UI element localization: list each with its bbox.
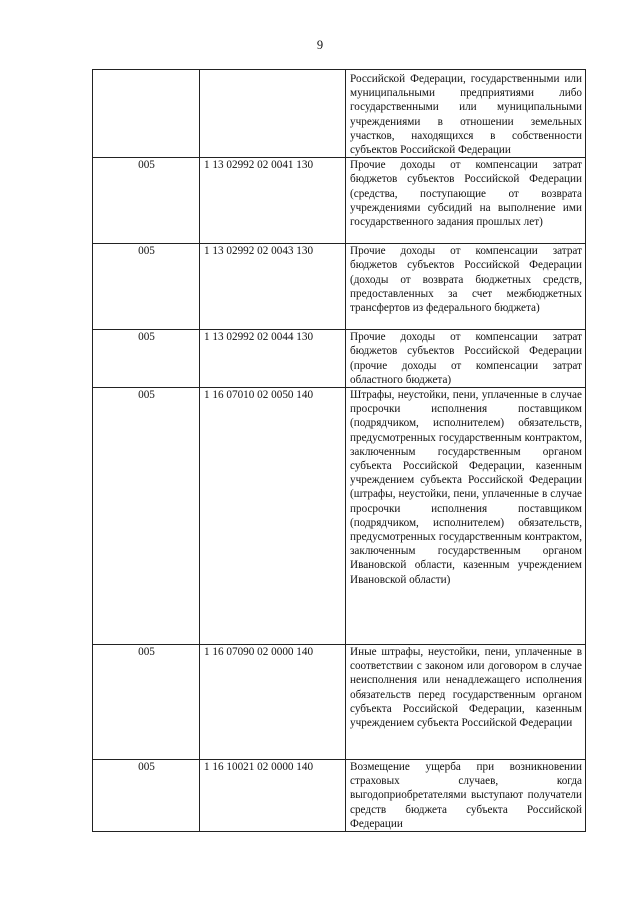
kbk-code-cell: 1 16 07010 02 0050 140: [200, 388, 346, 645]
kbk-code-cell: 1 16 07090 02 0000 140: [200, 645, 346, 760]
table-row: [93, 330, 586, 388]
revenue-name-cell: Иные штрафы, неустойки, пени, уплаченные в соответствии с законом или договором в случае неисполнения или ненадлежащего исполнения обязательств перед государственным органом субъекта Российской Федерации, казенным учреждением субъекта Российской Федерации: [346, 645, 586, 760]
table-row: [93, 760, 586, 832]
kbk-code-cell: 1 13 02992 02 0043 130: [200, 244, 346, 330]
kbk-code-cell: [200, 70, 346, 158]
kbk-code-cell: 1 16 10021 02 0000 140: [200, 760, 346, 832]
revenue-name-cell: Прочие доходы от компенсации затрат бюджетов субъектов Российской Федерации (доходы от возврата бюджетных средств, предоставленных за счет межбюджетных трансфертов из федерального бюджета): [346, 244, 586, 330]
table-row: [93, 158, 586, 244]
admin-code-cell: 005: [93, 244, 200, 330]
table-row: [93, 645, 586, 760]
admin-code-cell: 005: [93, 158, 200, 244]
kbk-code-cell: 1 13 02992 02 0044 130: [200, 330, 346, 388]
table-row: [93, 388, 586, 645]
admin-code-cell: 005: [93, 388, 200, 645]
kbk-code-cell: 1 13 02992 02 0041 130: [200, 158, 346, 244]
revenue-name-cell: Прочие доходы от компенсации затрат бюджетов субъектов Российской Федерации (средства, поступающие от возврата учреждениями субсидий на выполнение ими государственного задания прошлых лет): [346, 158, 586, 244]
admin-code-cell: 005: [93, 645, 200, 760]
revenue-name-cell: Прочие доходы от компенсации затрат бюджетов субъектов Российской Федерации (прочие доходы от компенсации затрат областного бюджета): [346, 330, 586, 388]
table-row: [93, 244, 586, 330]
admin-code-cell: [93, 70, 200, 158]
page-number: 9: [316, 38, 324, 52]
revenue-name-cell: Возмещение ущерба при возникновении страховых случаев, когда выгодоприобретателями выступают получатели средств бюджета субъекта Российской Федерации: [346, 760, 586, 832]
admin-code-cell: 005: [93, 330, 200, 388]
table-row: [93, 70, 586, 158]
revenue-name-cell: Штрафы, неустойки, пени, уплаченные в случае просрочки исполнения поставщиком (подрядчиком, исполнителем) обязательств, предусмотренных государственным контрактом, заключенным государственным органом субъекта Российской Федерации, казенным учреждением субъекта Российской Федерации (штрафы, неустойки, пени, уплаченные в случае просрочки исполнения поставщиком (подрядчиком, исполнителем) обязательств, предусмотренных государственным контрактом, заключенным государственным органом Ивановской области, казенным учреждением Ивановской области): [346, 388, 586, 645]
revenue-name-cell: Российской Федерации, государственными или муниципальными предприятиями либо государственными или муниципальными учреждениями в отношении земельных участков, находящихся в собственности субъектов Российской Федерации: [346, 70, 586, 158]
revenue-codes-table: [92, 69, 586, 832]
admin-code-cell: 005: [93, 760, 200, 832]
